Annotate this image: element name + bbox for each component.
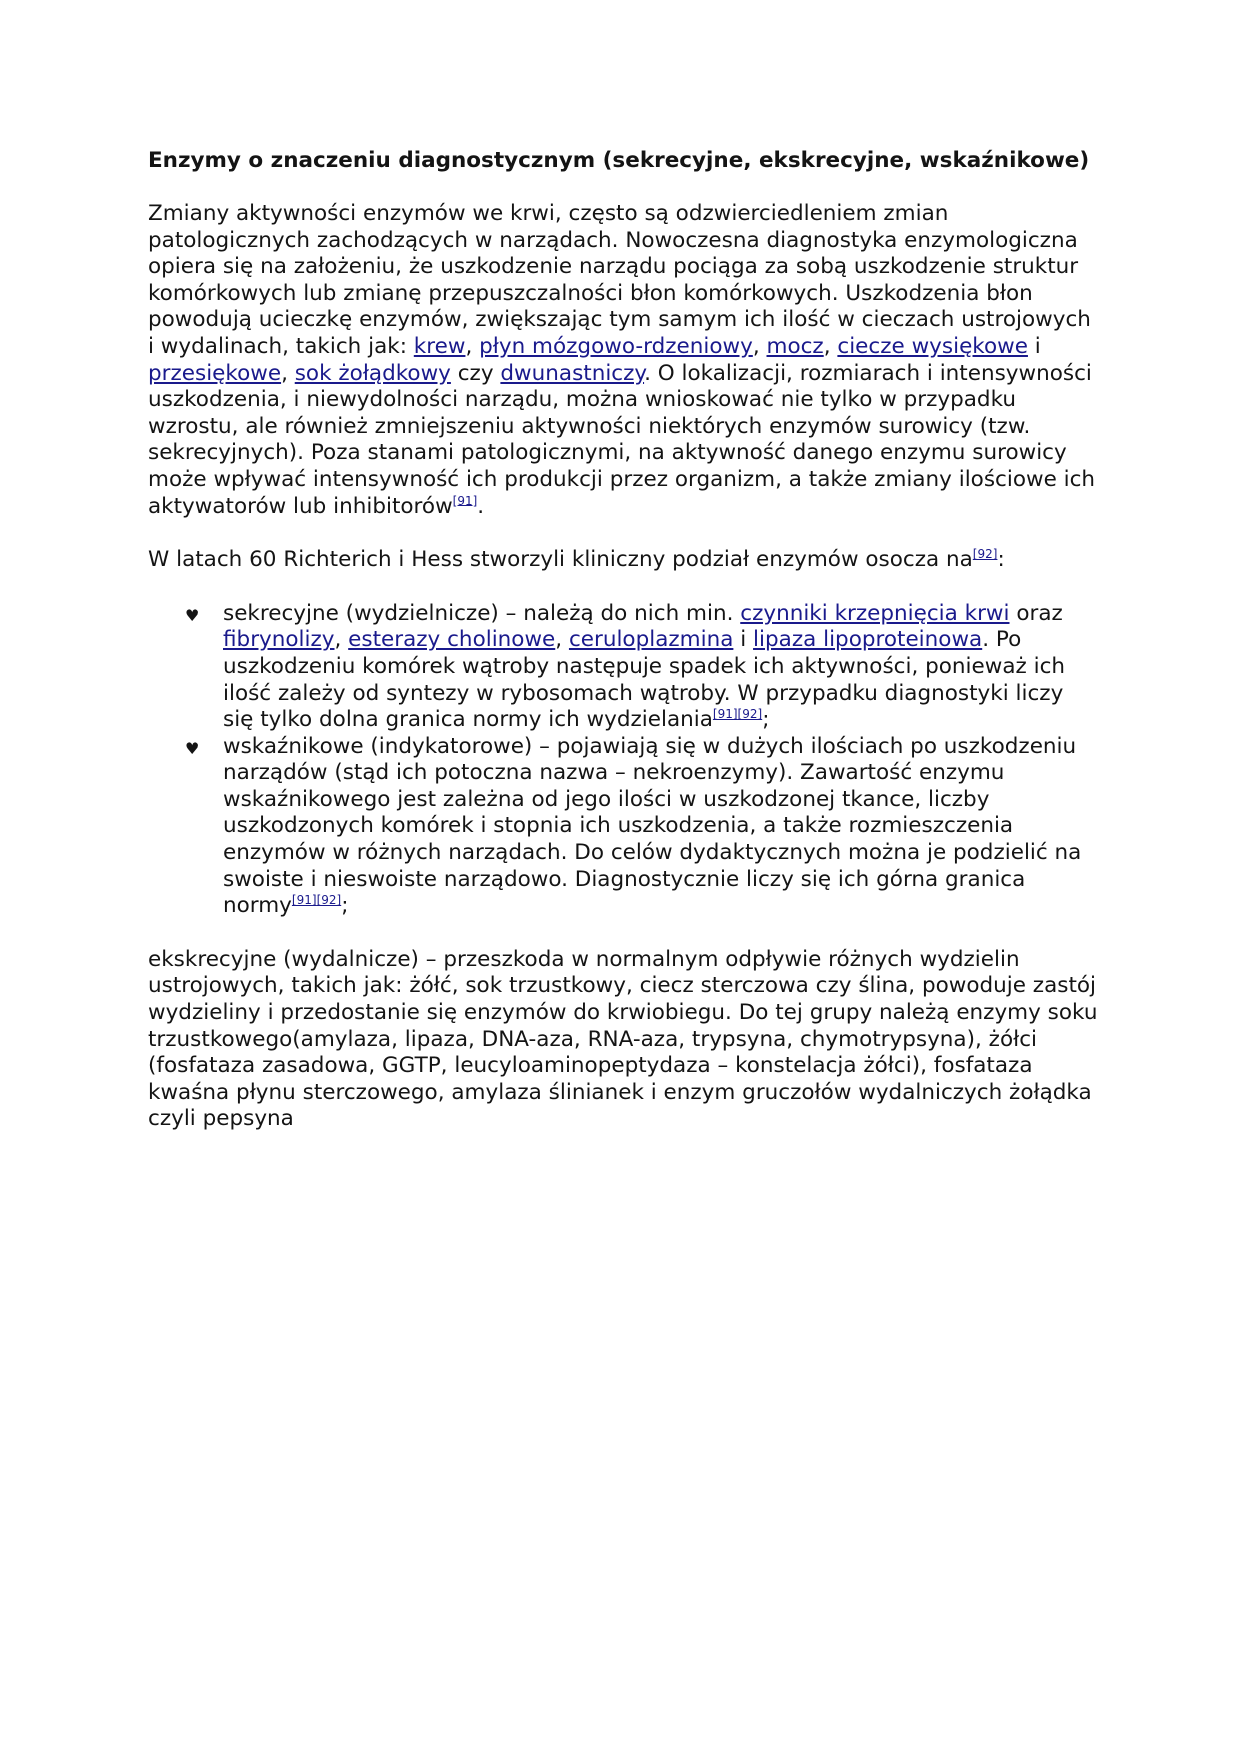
heart-bullet-icon: ♥ <box>185 738 200 758</box>
punctuation: : <box>997 547 1005 573</box>
footnote-ref <box>292 893 341 907</box>
separator: , <box>334 627 349 653</box>
footnote-link-92[interactable]: [92] <box>737 706 763 721</box>
separator: oraz <box>1009 600 1063 626</box>
footnote-link-91[interactable]: [91] <box>452 493 478 508</box>
link-przesiekowe[interactable]: przesiękowe <box>148 360 282 386</box>
link-dwunastniczy[interactable]: dwunastniczy <box>500 360 645 386</box>
intro-text-2: . O lokalizacji, rozmiarach i intensywności uszkodzenia, i niewydolności narządu, można wnioskować nie tylko w przypadku wzrostu, ale również zmniejszeniu aktywności niektórych enzymów surowicy (tzw. sekrecyjnych). Poza stanami patologicznymi, na aktywność danego enzymu surowicy może wpływać intensywność ich produkcji przez organizm, a także zmiany ilościowe ich aktywatorów lub inhibitorów <box>148 360 1096 519</box>
list-item-wskaznikowe <box>148 734 1098 920</box>
link-esterazy-cholinowe[interactable]: esterazy cholinowe <box>348 627 556 653</box>
document-page <box>148 147 1098 1133</box>
item-text: wskaźnikowe (indykatorowe) – pojawiają się w dużych ilościach po uszkodzeniu narządów (stąd ich potoczna nazwa – nekroenzymy). Zawartość enzymu wskaźnikowego jest zależna od jego ilości w uszkodzonej tkance, liczby uszkodzonych komórek i stopnia ich uszkodzenia, a także rozmieszczenia enzymów w różnych narządach. Do celów dydaktycznych można je podzielić na swoiste i nieswoiste narządowo. Diagnostycznie liczy się ich górna granica normy <box>223 733 1082 919</box>
separator: , <box>465 333 480 359</box>
link-sok-zoladkowy[interactable]: sok żołądkowy <box>294 360 451 386</box>
separator: , <box>823 333 838 359</box>
footnote-link-91[interactable]: [91] <box>291 893 317 908</box>
link-czynniki-krzepniecia[interactable]: czynniki krzepnięcia krwi <box>740 600 1010 626</box>
history-paragraph <box>148 547 1098 574</box>
footnote-ref <box>973 547 998 561</box>
footnote-link-91[interactable]: [91] <box>712 706 738 721</box>
separator: czy <box>450 360 501 386</box>
link-fibrynolizy[interactable]: fibrynolizy <box>223 627 335 653</box>
separator: , <box>555 627 569 653</box>
link-ceruloplazmina[interactable]: ceruloplazmina <box>568 627 734 653</box>
list-item-sekrecyjne <box>148 601 1098 734</box>
footnote-link-92[interactable]: [92] <box>972 546 998 561</box>
footnote-ref <box>453 493 478 507</box>
separator: i <box>733 627 754 653</box>
intro-paragraph <box>148 201 1098 520</box>
enzyme-classification-list <box>148 601 1098 920</box>
punctuation: . <box>477 493 485 519</box>
history-text: W latach 60 Richterich i Hess stworzyli kliniczny podział enzymów osocza na <box>148 547 973 573</box>
link-lipaza-lipoproteinowa[interactable]: lipaza lipoproteinowa <box>753 627 983 653</box>
item-text: . Po uszkodzeniu komórek wątroby następuje spadek ich aktywności, ponieważ ich ilość zależy od syntezy w rybosomach wątroby. W przypadku diagnostyki liczy się tylko dolna granica normy ich wydzielania <box>223 627 1066 733</box>
link-krew[interactable]: krew <box>413 333 466 359</box>
punctuation: ; <box>341 893 349 919</box>
link-mocz[interactable]: mocz <box>766 333 824 359</box>
item-text: sekrecyjne (wydzielnicze) – należą do nich min. <box>223 600 741 626</box>
footnote-link-92[interactable]: [92] <box>316 893 342 908</box>
separator: i <box>1027 333 1041 359</box>
separator: , <box>752 333 767 359</box>
intro-text-1: Zmiany aktywności enzymów we krwi, często są odzwierciedleniem zmian patologicznych zachodzących w narządach. Nowoczesna diagnostyka enzymologiczna opiera się na założeniu, że uszkodzenie narządu pociąga za sobą uszkodzenie struktur komórkowych lub zmianę przepuszczalności błon komórkowych. Uszkodzenia błon powodują ucieczkę enzymów, zwiększając tym samym ich ilość w cieczach ustrojowych i wydalinach, takich jak: <box>148 201 1091 359</box>
footnote-ref <box>713 707 762 721</box>
separator: , <box>281 360 295 386</box>
punctuation: ; <box>762 707 770 733</box>
link-plyn-mozgowo-rdzeniowy[interactable]: płyn mózgowo-rdzeniowy <box>479 333 753 359</box>
link-ciecze-wysiekowe[interactable]: ciecze wysiękowe <box>837 333 1028 359</box>
document-title: Enzymy o znaczeniu diagnostycznym (sekrecyjne, ekskrecyjne, wskaźnikowe) <box>148 148 1090 173</box>
heart-bullet-icon: ♥ <box>185 605 200 625</box>
ekskrecyjne-paragraph: ekskrecyjne (wydalnicze) – przeszkoda w normalnym odpływie różnych wydzielin ustrojowych, takich jak: żółć, sok trzustkowy, ciecz sterczowa czy ślina, powoduje zastój wydzieliny i przedostanie się enzymów do krwiobiegu. Do tej grupy należą enzymy soku trzustkowego(amylaza, lipaza, DNA-aza, RNA-aza, trypsyna, chymotrypsyna), żółci (fosfataza zasadowa, GGTP, leucyloaminopeptydaza – konstelacja żółci), fosfataza kwaśna płynu sterczowego, amylaza ślinianek i enzym gruczołów wydalniczych żołądka czyli pepsyna <box>148 946 1098 1132</box>
